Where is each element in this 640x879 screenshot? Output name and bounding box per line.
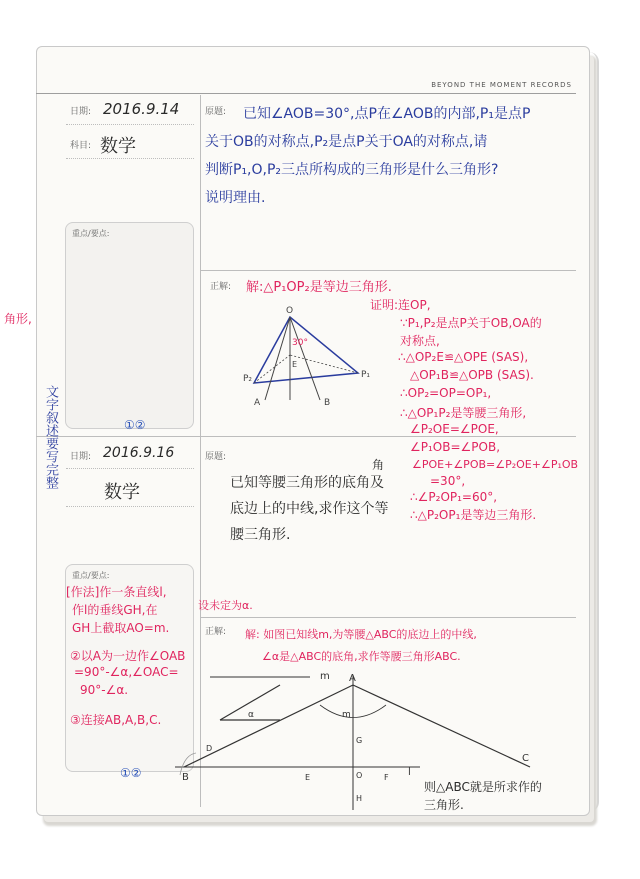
conclusion-line: 三角形. — [424, 798, 464, 812]
section-rule — [200, 617, 576, 618]
entry1-problem-line: 判断P₁,O,P₂三点所构成的三角形是什么三角形? — [205, 162, 499, 178]
solution-label: 正解: — [205, 627, 227, 637]
proof-line: 对称点, — [400, 334, 440, 348]
proof-line: ∴OP₂=OP=OP₁, — [400, 386, 492, 400]
fig-angle-label: 30° — [292, 338, 308, 348]
fig-label-G: G — [356, 736, 363, 745]
entry2-problem-line: 底边上的中线,求作这个等 — [230, 501, 389, 517]
conclusion-line: 则△ABC就是所求作的 — [424, 780, 542, 794]
key-line: ②以A为一边作∠OAB — [70, 649, 186, 663]
key-line: GH上截取AO=m. — [72, 621, 170, 635]
margin-note: 设未定为α. — [198, 599, 253, 612]
date-label: 日期: — [70, 452, 92, 462]
entry1-figure — [240, 305, 380, 415]
proof-line: ∴△P₂OP₁是等边三角形. — [410, 508, 537, 522]
proof-line: 证明:连OP, — [370, 298, 431, 312]
original-label: 原题: — [205, 452, 227, 462]
entry2-problem-insert: 角 — [372, 458, 385, 472]
fig-label-P1: P₁ — [361, 370, 371, 380]
entry1-problem-line: 关于OB的对称点,P₂是点P关于OA的对称点,请 — [205, 134, 488, 150]
proof-line: ∴∠P₂OP₁=60°, — [410, 490, 498, 504]
date-rule — [66, 468, 194, 469]
key-line: ③连接AB,A,B,C. — [70, 713, 162, 727]
brand-header: BEYOND THE MOMENT RECORDS — [431, 81, 572, 89]
proof-line: △OP₁B≌△OPB (SAS). — [410, 368, 534, 382]
side-AB — [184, 685, 353, 767]
stamp: ①② — [124, 418, 146, 432]
key-line: =90°-∠α,∠OAC= — [74, 665, 179, 679]
entry1-problem-line: 说明理由. — [205, 190, 266, 206]
margin-red-note: 角形, — [4, 312, 32, 326]
proof-line: =30°, — [430, 474, 466, 488]
solution-line: 解: 如图已知线m,为等腰△ABC的底边上的中线, — [245, 628, 477, 641]
entry1-problem-line: 已知∠AOB=30°,点P在∠AOB的内部,P₁是点P — [243, 106, 531, 122]
stamp: ①② — [120, 766, 142, 780]
fig-label-B: B — [324, 398, 331, 408]
side-AC — [353, 685, 530, 767]
key-points-label: 重点/要点: — [72, 571, 110, 580]
solution-label: 正解: — [210, 282, 232, 292]
entry-divider — [36, 436, 576, 437]
proof-line: ∴△OP₁P₂是等腰三角形, — [400, 406, 527, 420]
entry2-subject: 数学 — [104, 482, 140, 503]
fig-label-m2: m — [342, 710, 351, 720]
fig-label-O: O — [286, 306, 294, 316]
figure-line — [254, 355, 290, 383]
fig-label-A: A — [254, 398, 261, 408]
entry2-problem-line: 已知等腰三角形的底角及 — [230, 475, 384, 491]
proof-line: ∴△OP₂E≌△OPE (SAS), — [398, 350, 529, 364]
key-points-box — [65, 222, 194, 429]
entry1-answer: 解:△P₁OP₂是等边三角形. — [246, 280, 392, 295]
original-label: 原题: — [205, 107, 227, 117]
date-rule — [66, 124, 194, 125]
fig-label-H: H — [356, 794, 363, 803]
fig-label-O: O — [356, 771, 363, 780]
fig-label-P2: P₂ — [243, 374, 253, 384]
subject-rule — [66, 158, 194, 159]
date-label: 日期: — [70, 107, 92, 117]
proof-line: ∠P₂OE=∠POE, — [410, 422, 499, 436]
fig-label-alpha: α — [248, 710, 254, 720]
key-line: [作法]作一条直线l, — [66, 585, 167, 599]
figure-line — [265, 317, 290, 400]
fig-label-C: C — [522, 753, 529, 764]
fig-label-E: E — [305, 773, 311, 782]
key-line: 90°-∠α. — [80, 683, 129, 697]
header-rule — [36, 93, 576, 94]
section-rule — [200, 270, 576, 271]
solution-line: ∠α是△ABC的底角,求作等腰三角形ABC. — [262, 650, 461, 663]
fig-label-D: D — [206, 744, 213, 753]
proof-line: ∠P₁OB=∠POB, — [410, 440, 501, 454]
entry2-problem-line: 腰三角形. — [230, 527, 291, 543]
proof-line: ∵P₁,P₂是点P关于OB,OA的 — [400, 316, 542, 330]
fig-label-B: B — [182, 772, 189, 783]
fig-label-F: F — [384, 773, 389, 782]
subject-label: 科目: — [70, 141, 92, 151]
key-points-label: 重点/要点: — [72, 229, 110, 238]
proof-line: ∠POE+∠POB=∠P₂OE+∠P₁OB — [412, 458, 579, 471]
entry1-subject: 数学 — [100, 136, 136, 157]
entry2-date: 2016.9.16 — [103, 445, 175, 461]
fig-label-m: m — [320, 671, 330, 682]
key-line: 作l的垂线GH,在 — [72, 603, 158, 617]
fig-label-A: A — [349, 673, 356, 684]
margin-blue-vertical: 文字叙述要写完整 — [43, 385, 58, 489]
entry1-date: 2016.9.14 — [103, 100, 180, 118]
fig-label-E: E — [292, 360, 298, 369]
subject-rule — [66, 506, 194, 507]
triangle-shape — [254, 317, 358, 383]
fig-label-l: l — [408, 767, 411, 778]
